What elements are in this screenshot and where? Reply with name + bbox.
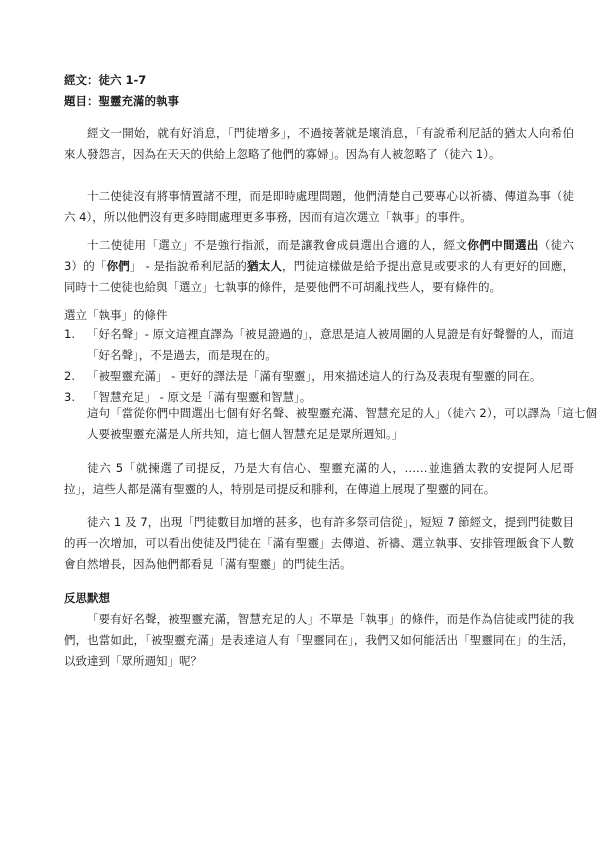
list-item — [64, 324, 574, 366]
paragraph-3 — [64, 235, 574, 298]
reflection-heading: 反思默想 — [64, 591, 110, 605]
scripture-heading: 經文：徒六 1-7 — [64, 73, 147, 87]
paragraph-text: 經文一開始，就有好消息，「門徒增多」，不過接著就是壞消息，「有說希利尼話的猶太人向希伯來人發怨言，因為在天天的供給上忽略了他們的寡婦」。因為有人被忽略了（徒六 1）。 — [64, 126, 574, 161]
emphasis-text: 你們 — [106, 259, 130, 273]
paragraph-2 — [64, 186, 574, 228]
reflection-text: 「要有好名聲，被聖靈充滿，智慧充足的人」不單是「執事」的條件，而是作為信徒或門徒的我們，也當如此，「被聖靈充滿」是表達這人有「聖靈同在」，我們又如何能活出「聖靈同在」的生活，以致達到「眾所週知」呢？ — [64, 612, 574, 668]
topic-heading: 題目：聖靈充滿的執事 — [64, 94, 179, 108]
conditions-note: 這句「當從你們中間選出七個有好名聲、被聖靈充滿、智慧充足的人」（徒六 2），可以譯為「這七個人要被聖靈充滿是人所共知，這七個人智慧充足是眾所週知。」 — [87, 406, 597, 441]
paragraph-text: 十二使徒沒有將事情置諸不理，而是即時處理問題，他們清楚自己要專心以祈禱、傳道為事（徒六 4），所以他們沒有更多時間處理更多事務，因而有這次選立「執事」的事件。 — [64, 189, 574, 224]
paragraph-5: 徒六 1 及 7，出現「門徒數目加增的甚多，也有許多祭司信從」，短短 7 節經文，提到門徒數目的再一次增加，可以看出使徒及門徒在「滿有聖靈」去傳道、祈禱、選立執事、安排管理飯食下人數會自然增長，因為他們都看見「滿有聖靈」的門徒生活。 — [64, 515, 574, 571]
list-number: 2. — [64, 369, 75, 383]
list-number: 3. — [64, 390, 75, 404]
paragraph-1 — [64, 123, 574, 165]
emphasis-text: 猶太人 — [246, 259, 283, 273]
paragraph-4: 徒六 5「就揀選了司提反，乃是大有信心、聖靈充滿的人，……並進猶太教的安提阿人尼哥拉」，這些人都是滿有聖靈的人，特別是司提反和腓利，在傳道上展現了聖靈的同在。 — [64, 461, 574, 496]
conditions-heading: 選立「執事」的條件 — [64, 308, 168, 322]
list-item — [64, 366, 574, 387]
paragraph-text: （徒六 3）的「 — [64, 238, 575, 273]
emphasis-text: 你們中間選出 — [467, 238, 539, 252]
paragraph-text: 十二使徒用「選立」不是強行指派，而是讓教會成員選出合適的人，經文 — [87, 238, 468, 252]
conditions-list — [64, 324, 574, 408]
paragraph-text: 」 - 是指說希利尼話的 — [129, 259, 247, 273]
list-item-text: 「智慧充足」 - 原文是「滿有聖靈和智慧」。 — [87, 390, 312, 404]
list-item-text: 「好名聲」- 原文這裡直譯為「被見證過的」，意思是這人被周圍的人見證是有好聲譽的人，而這「好名聲」，不是過去，而是現在的。 — [87, 327, 574, 362]
list-item-text: 「被聖靈充滿」 - 更好的譯法是「滿有聖靈」，用來描述這人的行為及表現有聖靈的同在。 — [87, 369, 542, 383]
paragraph-text: ，門徒這樣做是給予提出意見或要求的人有更好的回應，同時十二使徒也給與「選立」七執事的條件，是要他們不可胡亂找些人，要有條件的。 — [64, 259, 574, 294]
list-number: 1. — [64, 327, 75, 341]
